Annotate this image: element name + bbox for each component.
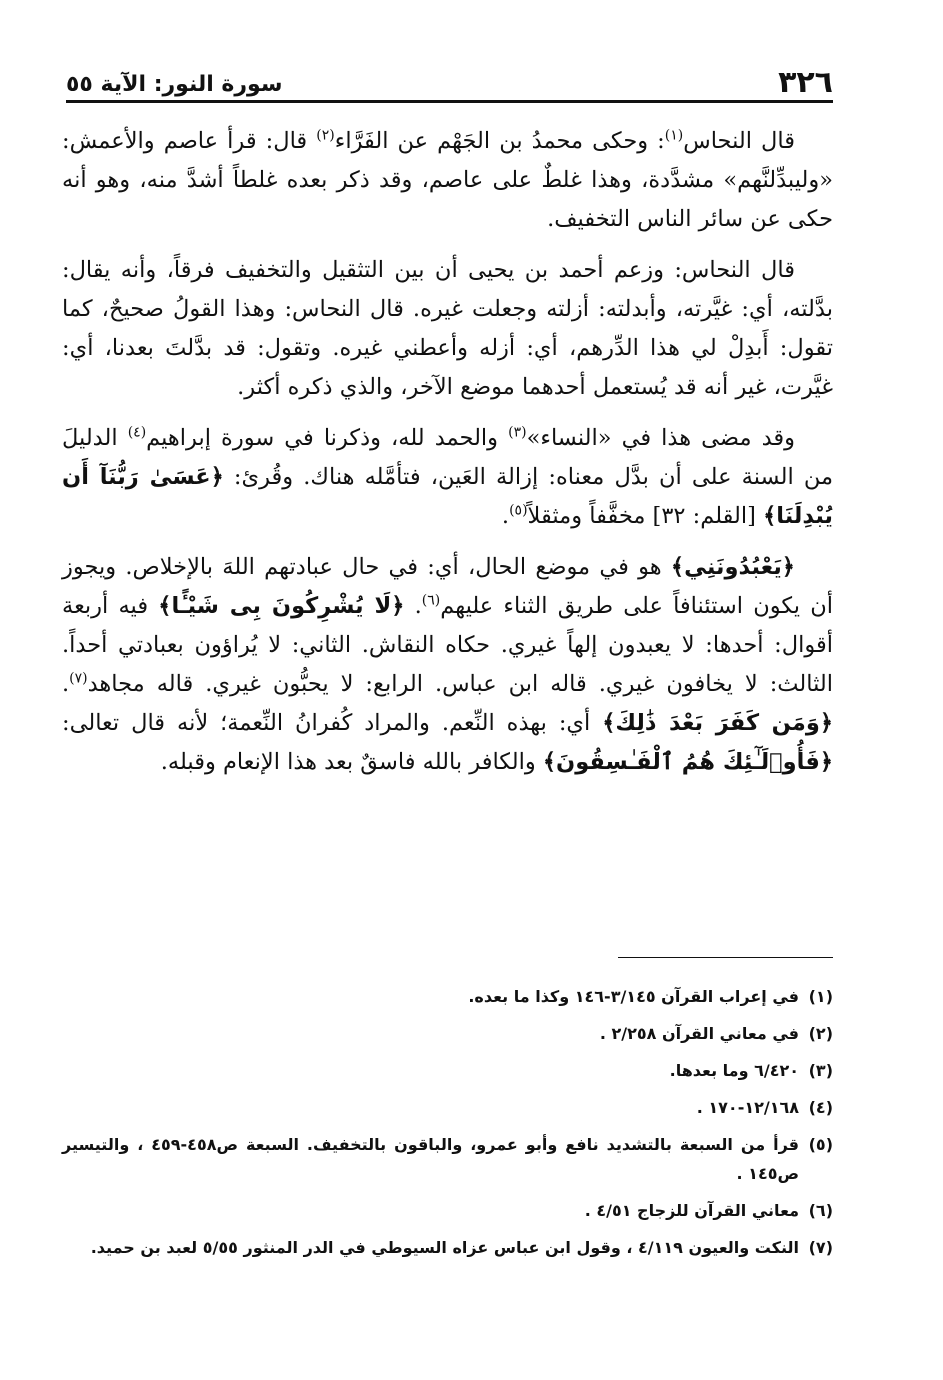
footnote bbox=[62, 1130, 833, 1188]
footnote-text: معاني القرآن للزجاج ٤/٥١ . bbox=[584, 1201, 799, 1220]
footnote-number: (٧) bbox=[808, 1238, 833, 1257]
page-number: ٣٢٦ bbox=[778, 65, 833, 100]
footnote bbox=[62, 1233, 833, 1262]
footnote-separator bbox=[618, 957, 833, 958]
footnote-text: قرأ من السبعة بالتشديد نافع وأبو عمرو، والباقون بالتخفيف. السبعة ص٤٥٨-٤٥٩ ، والتيسير ص١٤٥ . bbox=[62, 1135, 799, 1183]
footnote-ref: (٢) bbox=[316, 127, 335, 144]
footnote-number: (٣) bbox=[808, 1061, 833, 1080]
header-rule bbox=[66, 100, 833, 103]
footnote-number: (٤) bbox=[808, 1098, 833, 1117]
footnote-text: في معاني القرآن ٢/٢٥٨ . bbox=[599, 1024, 799, 1043]
footnote-text: النكت والعيون ٤/١١٩ ، وقول ابن عباس عزاه السيوطي في الدر المنثور ٥/٥٥ لعبد بن حميد. bbox=[90, 1238, 799, 1257]
footnote-text: ٦/٤٢٠ وما بعدها. bbox=[669, 1061, 799, 1080]
footnote bbox=[62, 982, 833, 1011]
paragraph-2: قال النحاس: وزعم أحمد بن يحيى أن بين التثقيل والتخفيف فرقاً، وأنه يقال: بدَّلته، أي: غيَّرته، وأبدلته: أزلته وجعلت غيره. قال النحاس: وهذا القولُ صحيحٌ، كما تقول: أَبدِلْ لي هذا الدِّرهم، أي: أزله وأعطني غيره. وتقول: قد بدَّلتَ بعدنا، أي: غيَّرت، غير أنه قد يُستعمل أحدهما موضع الآخر، والذي ذكره أكثر. bbox=[62, 257, 833, 400]
quran-verse: ﴿عَسَىٰ رَبُّنَآ أَن يُبْدِلَنَا﴾ bbox=[62, 464, 833, 529]
footnote-number: (٥) bbox=[808, 1135, 833, 1154]
paragraph-4: ﴿يَعْبُدُونَنِي﴾ هو في موضع الحال، أي: في حال عبادتهم اللهَ بالإخلاص. ويجوز أن يكون استئنافاً على طريق الثناء عليهم$^{(٦)}$. ﴿لَا يُشْرِكُونَ بِى شَيْـًٔا﴾ فيه أربعة أقوال: أحدها: لا يعبدون إلهاً غيري. حكاه النقاش. الثاني: لا يُراؤون بعبادتي أحداً. الثالث: لا يخافون غيري. قاله ابن عباس. الرابع: لا يحبُّون غيري. قاله مجاهد$^{(٧)}$. ﴿وَمَن كَفَرَ بَعْدَ ذَٰلِكَ﴾ أي: بهذه النِّعم. والمراد كُفرانُ النِّعمة؛ لأنه قال تعالى: ﴿فَأُو۟لَـٰٓئِكَ هُمُ ٱلْفَـٰسِقُونَ﴾ والكافر بالله فاسقٌ بعد هذا الإنعام وقبله. bbox=[62, 554, 833, 775]
quran-verse: ﴿يَعْبُدُونَنِي﴾ bbox=[670, 554, 795, 580]
quran-verse: ﴿لَا يُشْرِكُونَ بِى شَيْـًٔا﴾ bbox=[158, 593, 405, 619]
page-header bbox=[66, 60, 833, 100]
footnote-number: (٢) bbox=[808, 1024, 833, 1043]
footnote-number: (١) bbox=[808, 987, 833, 1006]
footnote-ref: (٧) bbox=[69, 670, 88, 687]
footnote-ref: (٦) bbox=[421, 592, 441, 609]
body-text bbox=[62, 122, 833, 794]
running-title: سورة النور: الآية ٥٥ bbox=[66, 72, 283, 97]
quran-verse: ﴿فَأُو۟لَـٰٓئِكَ هُمُ ٱلْفَـٰسِقُونَ﴾ bbox=[542, 749, 833, 775]
footnote-ref: (٥) bbox=[509, 502, 528, 519]
footnote-ref: (٣) bbox=[508, 424, 527, 441]
footnote bbox=[62, 1196, 833, 1225]
quran-verse: ﴿وَمَن كَفَرَ بَعْدَ ذَٰلِكَ﴾ bbox=[602, 710, 833, 736]
footnotes bbox=[62, 982, 833, 1270]
footnote-text: في إعراب القرآن ٣/١٤٥-١٤٦ وكذا ما بعده. bbox=[468, 987, 799, 1006]
paragraph-3: وقد مضى هذا في «النساء»$^{(٣)}$ والحمد لله، وذكرنا في سورة إبراهيم$^{(٤)}$ الدليلَ من السنة على أن بدَّل معناه: إزالة العَين، فتأمَّله هناك. وقُرئ: ﴿عَسَىٰ رَبُّنَآ أَن يُبْدِلَنَا﴾ [القلم: ٣٢] مخفَّفاً ومثقلاً$^{(٥)}$. bbox=[62, 424, 833, 529]
footnote-text: ١٢/١٦٨-١٧٠ . bbox=[696, 1098, 799, 1117]
footnote-ref: (٤) bbox=[127, 424, 147, 441]
footnote bbox=[62, 1093, 833, 1122]
footnote bbox=[62, 1019, 833, 1048]
footnote-ref: (١) bbox=[664, 127, 684, 144]
paragraph-1: قال النحاس$^{(١)}$: وحكى محمدُ بن الجَهْم عن الفَرَّاء$^{(٢)}$ قال: قرأ عاصم والأعمش: «وليبدِّلنَّهم» مشدَّدة، وهذا غلطٌ على عاصم، وقد ذكر بعده غلطاً أشدَّ منه، وهو أنه حكى عن سائر الناس التخفيف. bbox=[62, 127, 833, 232]
footnote-number: (٦) bbox=[808, 1201, 833, 1220]
footnote bbox=[62, 1056, 833, 1085]
